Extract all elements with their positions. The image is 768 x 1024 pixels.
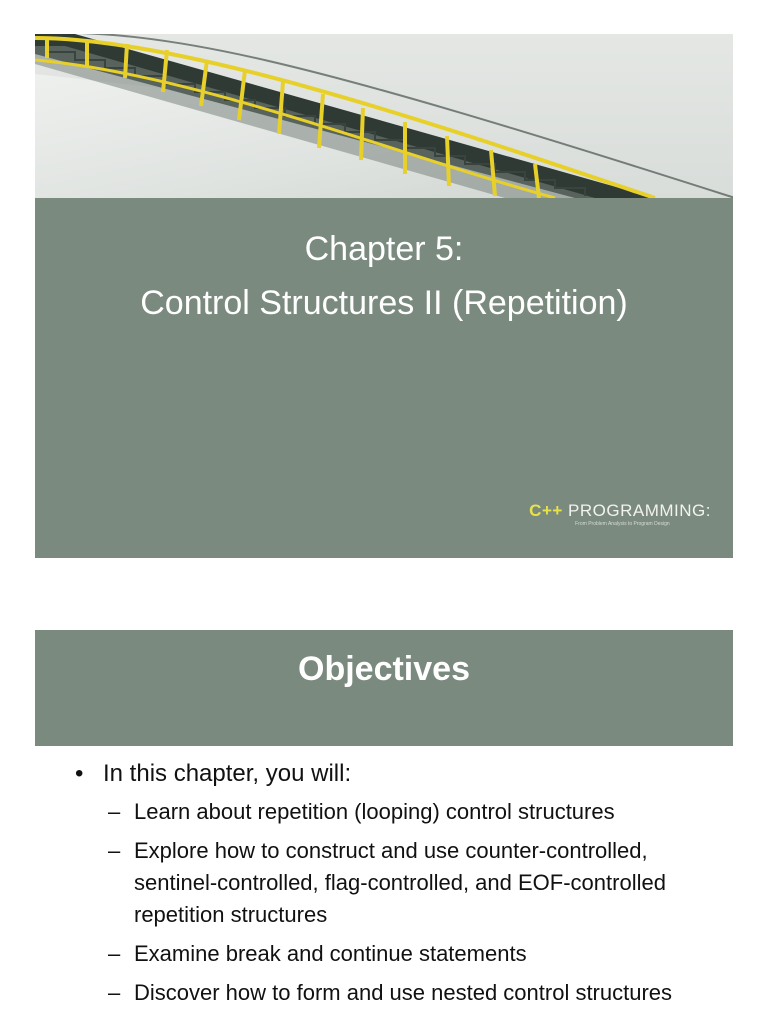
logo-programming-text: PROGRAMMING: bbox=[568, 501, 711, 520]
objectives-header bbox=[35, 630, 733, 746]
bullet-dash: – bbox=[108, 941, 121, 966]
intro-bullet bbox=[75, 754, 715, 794]
objectives-slide bbox=[35, 630, 733, 1024]
title-line-2: Control Structures II (Repetition) bbox=[140, 284, 628, 322]
list-item bbox=[75, 835, 715, 931]
list-item-text: Discover how to form and use nested control structures bbox=[134, 980, 673, 1005]
list-item-text: Learn about repetition (looping) control structures bbox=[134, 799, 615, 824]
sub-bullets bbox=[75, 796, 715, 1009]
slide-title bbox=[35, 222, 733, 330]
objectives-list bbox=[75, 754, 715, 1016]
bullet-dash: – bbox=[108, 799, 121, 824]
title-panel bbox=[35, 198, 733, 558]
list-item-text: Explore how to construct and use counter-controlled, sentinel-controlled, flag-controlled, and EOF-controlled repetition structures bbox=[134, 838, 666, 927]
list-item-text: Examine break and continue statements bbox=[134, 941, 527, 966]
objectives-title: Objectives bbox=[298, 650, 470, 688]
bullet-dash: – bbox=[108, 838, 121, 863]
cpp-programming-logo bbox=[529, 501, 711, 528]
title-slide bbox=[35, 34, 733, 558]
bullet-dot: • bbox=[75, 760, 84, 787]
list-item bbox=[75, 977, 715, 1009]
title-line-1: Chapter 5: bbox=[304, 230, 464, 268]
staircase-photo bbox=[35, 34, 733, 198]
intro-text: In this chapter, you will: bbox=[103, 760, 352, 787]
list-item bbox=[75, 796, 715, 828]
list-item bbox=[75, 938, 715, 970]
logo-cpp-text: C++ bbox=[529, 501, 563, 520]
bullet-dash: – bbox=[108, 980, 121, 1005]
logo-subtitle: From Problem Analysis to Program Design bbox=[575, 521, 670, 527]
